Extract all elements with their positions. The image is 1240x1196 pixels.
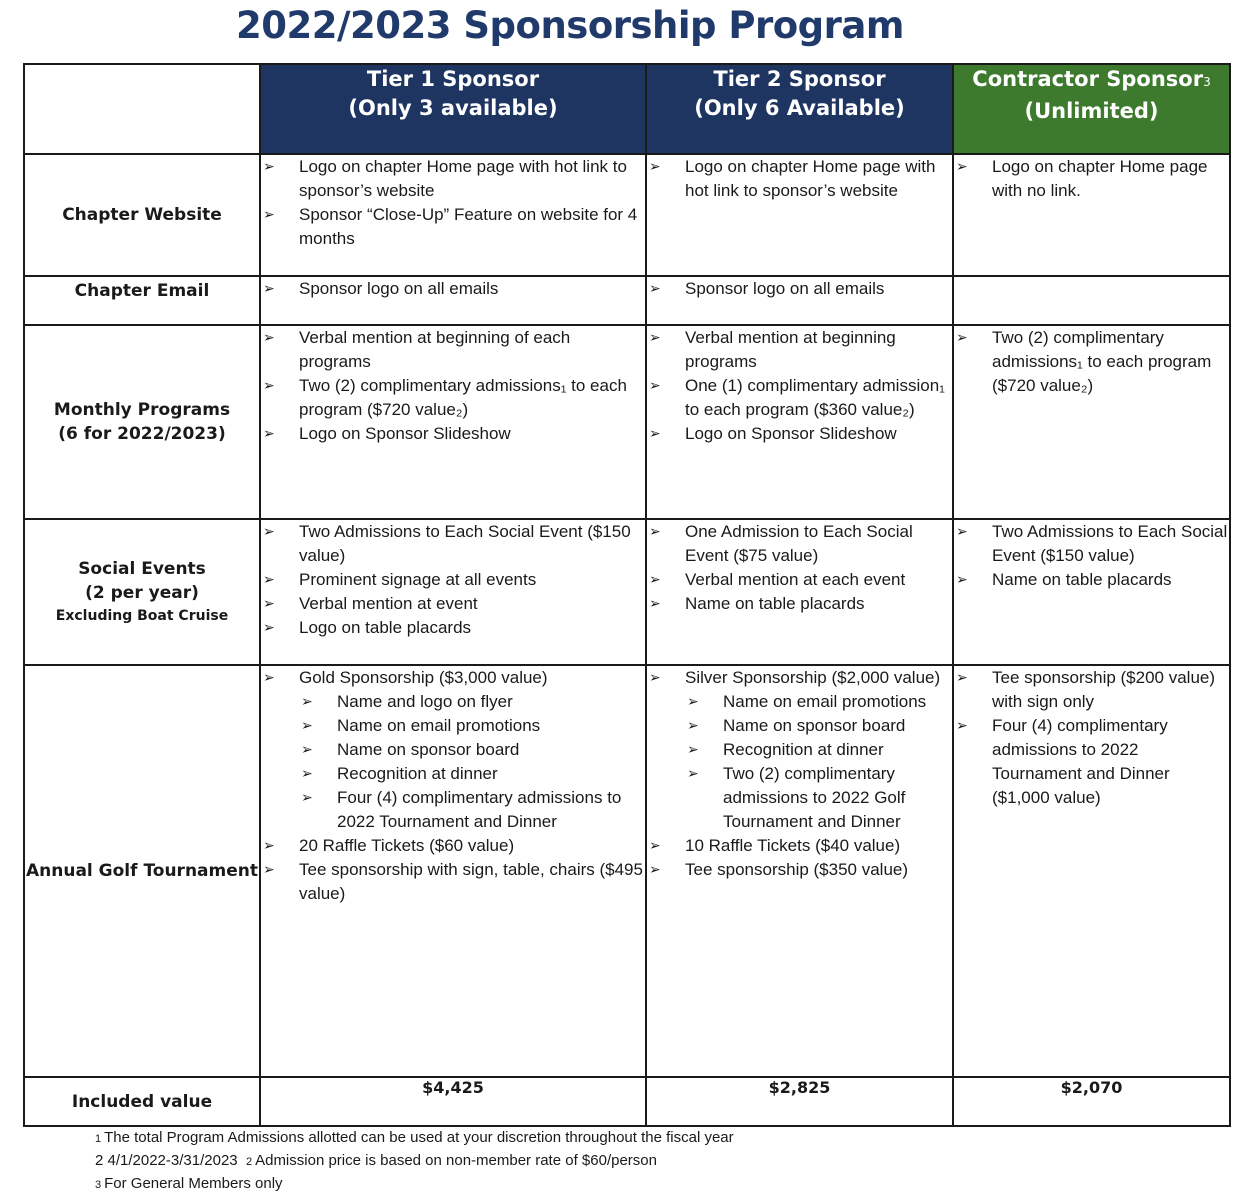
list-item: ➢ Recognition at dinner [685, 738, 952, 762]
contractor-value: $2,070 [953, 1077, 1230, 1126]
row-label [24, 519, 260, 665]
row-label: Chapter Email [24, 276, 260, 325]
list-item: ➢ Verbal mention at event [261, 592, 645, 616]
row-label-note: Excluding Boat Cruise [55, 608, 229, 624]
row-chapter-email [24, 276, 1230, 325]
list-item: ➢ Four (4) complimentary admissions to 2022 Tournament and Dinner [299, 786, 645, 834]
list-item: ➢ Logo on table placards [261, 616, 645, 640]
row-monthly-programs [24, 325, 1230, 519]
tier1-website-cell [260, 154, 646, 276]
list-item: ➢ One Admission to Each Social Event ($75 value) [647, 520, 952, 568]
row-label [24, 325, 260, 519]
list-item: ➢ Logo on Sponsor Slideshow [261, 422, 645, 446]
contractor-monthly-cell [953, 325, 1230, 519]
list-item: ➢ 20 Raffle Tickets ($60 value) [261, 834, 645, 858]
row-social-events [24, 519, 1230, 665]
list-item: ➢ Logo on chapter Home page with no link. [954, 155, 1229, 203]
tier1-availability: (Only 3 available) [348, 96, 558, 120]
list-item: ➢ Two Admissions to Each Social Event ($150 value) [954, 520, 1229, 568]
row-label-line: (6 for 2022/2023) [58, 424, 226, 444]
contractor-header [953, 64, 1230, 154]
list-item: ➢ Verbal mention at each event [647, 568, 952, 592]
list-item: ➢ Tee sponsorship ($350 value) [647, 858, 952, 882]
footnote-3: 3 For General Members only [95, 1175, 283, 1192]
tier2-header [646, 64, 953, 154]
tier2-email-cell [646, 276, 953, 325]
page-title: 2022/2023 Sponsorship Program [236, 4, 904, 47]
tier2-website-cell [646, 154, 953, 276]
contractor-social-cell [953, 519, 1230, 665]
list-item: ➢ Tee sponsorship ($200 value) with sign only [954, 666, 1229, 714]
row-annual-golf [24, 665, 1230, 1077]
list-item: ➢ Name on email promotions [299, 714, 645, 738]
tier1-header [260, 64, 646, 154]
list-item: ➢ Sponsor logo on all emails [261, 277, 645, 301]
row-chapter-website [24, 154, 1230, 276]
tier1-value: $4,425 [260, 1077, 646, 1126]
row-label: Included value [24, 1077, 260, 1126]
list-item: ➢ Two (2) complimentary admissions to 2022 Golf Tournament and Dinner [685, 762, 952, 834]
tier1-monthly-cell [260, 325, 646, 519]
list-item: ➢ Name on sponsor board [685, 714, 952, 738]
list-item: ➢ Logo on chapter Home page with hot link to sponsor’s website [261, 155, 645, 203]
list-item: ➢ Sponsor logo on all emails [647, 277, 952, 301]
list-item: ➢ Tee sponsorship with sign, table, chairs ($495 value) [261, 858, 645, 906]
footnote-2: 2 4/1/2022-3/31/2023 2 Admission price is based on non-member rate of $60/person [95, 1152, 657, 1169]
list-item: ➢ Two (2) complimentary admissions₁ to each program ($720 value₂) [261, 374, 645, 422]
header-row [24, 64, 1230, 154]
tier2-title: Tier 2 Sponsor [713, 67, 886, 91]
tier2-social-cell [646, 519, 953, 665]
tier2-monthly-cell [646, 325, 953, 519]
tier1-golf-cell [260, 665, 646, 1077]
tier1-title: Tier 1 Sponsor [366, 67, 540, 91]
list-item: ➢ Prominent signage at all events [261, 568, 645, 592]
list-item: ➢ Silver Sponsorship ($2,000 value) ➢ Name on email promotions ➢ Name on sponsor board ➢ Recognition at dinner ➢ Two (2) complimentary admissions to 2022 Golf Tournament and Dinner [647, 666, 952, 834]
list-item: ➢ 10 Raffle Tickets ($40 value) [647, 834, 952, 858]
footnotes [95, 1127, 734, 1196]
row-included-value [24, 1077, 1230, 1126]
contractor-golf-cell [953, 665, 1230, 1077]
list-item: ➢ Logo on Sponsor Slideshow [647, 422, 952, 446]
list-item: ➢ Verbal mention at beginning of each programs [261, 326, 645, 374]
contractor-email-cell [953, 276, 1230, 325]
list-item: ➢ Name on table placards [647, 592, 952, 616]
tier2-value: $2,825 [646, 1077, 953, 1126]
contractor-website-cell [953, 154, 1230, 276]
contractor-availability: (Unlimited) [1024, 99, 1159, 123]
list-item: ➢ Name on email promotions [685, 690, 952, 714]
tier2-golf-cell [646, 665, 953, 1077]
list-item: ➢ Sponsor “Close-Up” Feature on website for 4 months [261, 203, 645, 251]
corner-cell [24, 64, 260, 154]
list-item: ➢ Name on table placards [954, 568, 1229, 592]
tier1-social-cell [260, 519, 646, 665]
contractor-title: Contractor Sponsor3 [972, 67, 1211, 91]
list-item: ➢ Logo on chapter Home page with hot link to sponsor’s website [647, 155, 952, 203]
list-item: ➢ Recognition at dinner [299, 762, 645, 786]
list-item: ➢ Name on sponsor board [299, 738, 645, 762]
tier2-availability: (Only 6 Available) [694, 96, 905, 120]
row-label: Annual Golf Tournament [24, 665, 260, 1077]
list-item: ➢ Two Admissions to Each Social Event ($150 value) [261, 520, 645, 568]
row-label-line: (2 per year) [85, 583, 199, 603]
list-item: ➢ Verbal mention at beginning programs [647, 326, 952, 374]
list-item: ➢ Gold Sponsorship ($3,000 value) ➢ Name and logo on flyer ➢ Name on email promotions ➢ Name on sponsor board ➢ Recognition at dinner ➢ Four (4) complimentary admissions to 2022 Tournament and Dinner [261, 666, 645, 834]
row-label-line: Social Events [78, 559, 206, 579]
list-item: ➢ Four (4) complimentary admissions to 2022 Tournament and Dinner ($1,000 value) [954, 714, 1229, 810]
list-item: ➢ Two (2) complimentary admissions₁ to each program ($720 value₂) [954, 326, 1229, 398]
row-label: Chapter Website [24, 154, 260, 276]
sponsorship-table [23, 63, 1231, 1127]
footnote-1: 1 The total Program Admissions allotted can be used at your discretion throughout the fiscal year [95, 1129, 734, 1146]
tier1-email-cell [260, 276, 646, 325]
row-label-line: Monthly Programs [53, 400, 231, 420]
list-item: ➢ Name and logo on flyer [299, 690, 645, 714]
list-item: ➢ One (1) complimentary admission₁ to each program ($360 value₂) [647, 374, 952, 422]
